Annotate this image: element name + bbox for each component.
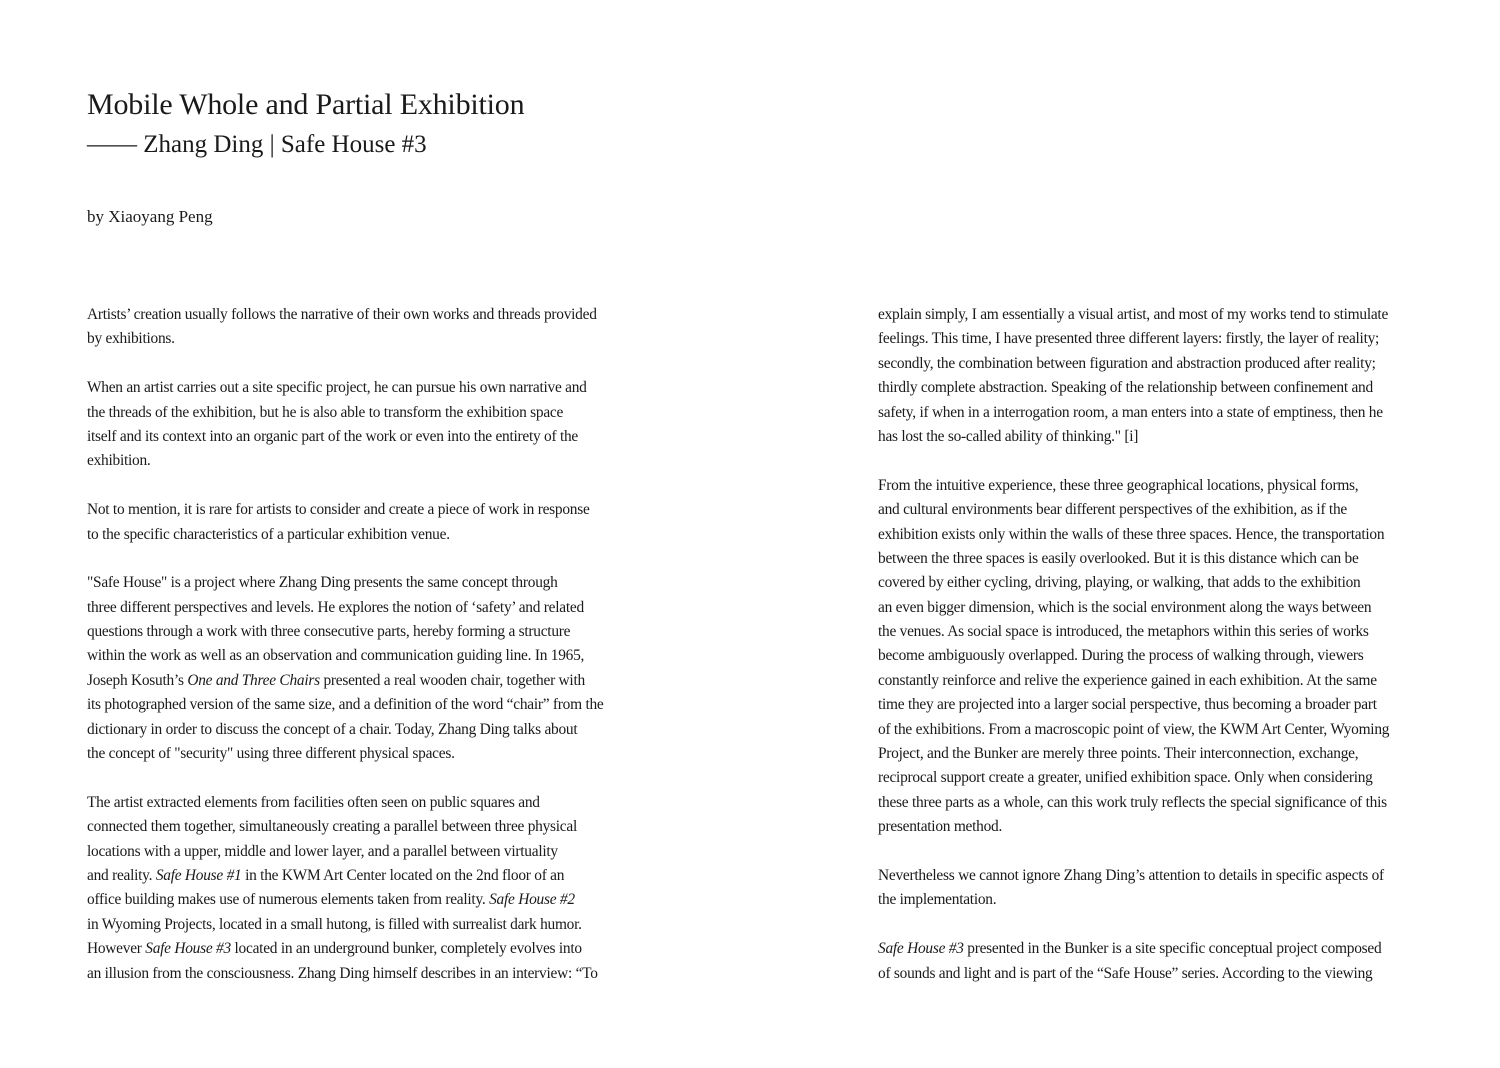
text-line: the venues. As social space is introduced, the metaphors within this series of works (878, 623, 1369, 641)
text-line: Artists’ creation usually follows the narrative of their own works and threads provided (87, 306, 597, 323)
text-segment: However (87, 940, 146, 958)
text-line: an even bigger dimension, which is the social environment along the ways between (878, 598, 1372, 616)
paragraph-interview-quote (878, 303, 1423, 449)
text-line: "Safe House" is a project where Zhang Ding presents the same concept through (87, 574, 558, 592)
text-line: to the specific characteristics of a particular exhibition venue. (87, 525, 450, 543)
text-line (87, 864, 632, 888)
artwork-title: Safe House #3 (878, 940, 964, 958)
paragraph-details (878, 864, 1423, 913)
text-line: Not to mention, it is rare for artists to consider and create a piece of work in response (87, 501, 590, 519)
right-text-column (878, 303, 1423, 986)
text-line: and cultural environments bear different perspectives of the exhibition, as if the (878, 501, 1347, 519)
text-line: feelings. This time, I have presented three different layers: firstly, the layer of reality; (878, 330, 1380, 348)
text-line: When an artist carries out a site specific project, he can pursue his own narrative and (87, 379, 587, 397)
article-title: Mobile Whole and Partial Exhibition (87, 88, 525, 121)
text-line: of the exhibitions. From a macroscopic point of view, the KWM Art Center, Wyoming (878, 720, 1390, 738)
text-segment: located in an underground bunker, completely evolves into (230, 940, 582, 958)
text-line: dictionary in order to discuss the concept of a chair. Today, Zhang Ding talks about (87, 720, 578, 738)
text-line: the concept of "security" using three different physical spaces. (87, 745, 455, 763)
text-line: within the work as well as an observation and communication guiding line. In 1965, (87, 647, 585, 665)
text-line: between the three spaces is easily overlooked. But it is this distance which can be (878, 549, 1359, 567)
paragraph-intro (87, 303, 632, 352)
text-line: the implementation. (878, 891, 997, 909)
text-segment: in the KWM Art Center located on the 2nd floor of an (241, 866, 565, 884)
text-line: three different perspectives and levels. He explores the notion of ‘safety’ and related (87, 598, 584, 616)
text-segment: presented a real wooden chair, together with (319, 671, 585, 689)
text-line (87, 888, 632, 912)
text-line: in Wyoming Projects, located in a small hutong, is filled with surrealist dark humor. (87, 915, 582, 933)
text-line: of sounds and light and is part of the “Safe House” series. According to the viewing (878, 964, 1373, 982)
text-line: questions through a work with three consecutive parts, hereby forming a structure (87, 623, 571, 641)
artwork-title: Safe House #2 (489, 891, 575, 909)
text-line: Nevertheless we cannot ignore Zhang Ding’s attention to details in specific aspects of (878, 866, 1384, 884)
text-line: an illusion from the consciousness. Zhang Ding himself describes in an interview: “To (87, 964, 598, 982)
artwork-title: Safe House #3 (145, 940, 231, 958)
text-line: exhibition. (87, 452, 151, 470)
text-line: explain simply, I am essentially a visual artist, and most of my works tend to stimulate (878, 306, 1389, 323)
article-header (87, 86, 787, 164)
paragraph-site-specific (87, 376, 632, 474)
text-line: become ambiguously overlapped. During the process of walking through, viewers (878, 647, 1364, 665)
text-line: secondly, the combination between figuration and abstraction produced after reality; (878, 354, 1376, 372)
article-byline: by Xiaoyang Peng (87, 207, 213, 226)
artwork-title: One and Three Chairs (187, 671, 320, 689)
paragraph-safe-house-project (87, 571, 632, 766)
paragraph-intuitive-experience (878, 474, 1423, 840)
text-line: exhibition exists only within the walls of these three spaces. Hence, the transportation (878, 525, 1385, 543)
article-subtitle: —— Zhang Ding | Safe House #3 (87, 131, 427, 158)
text-line: thirdly complete abstraction. Speaking of the relationship between confinement and (878, 379, 1373, 397)
text-segment: and reality. (87, 866, 156, 884)
text-line: The artist extracted elements from facilities often seen on public squares and (87, 793, 540, 811)
text-line: the threads of the exhibition, but he is also able to transform the exhibition space (87, 403, 564, 421)
artwork-title: Safe House #1 (155, 866, 242, 884)
text-line: itself and its context into an organic part of the work or even into the entirety of the (87, 427, 579, 445)
text-line: covered by either cycling, driving, playing, or walking, that adds to the exhibition (878, 574, 1361, 592)
text-segment: presented in the Bunker is a site specific conceptual project composed (963, 940, 1382, 958)
text-line: locations with a upper, middle and lower layer, and a parallel between virtuality (87, 842, 558, 860)
text-segment: office building makes use of numerous elements taken from reality. (87, 891, 490, 909)
text-line: From the intuitive experience, these three geographical locations, physical forms, (878, 476, 1359, 494)
text-segment: Joseph Kosuth’s (87, 671, 188, 689)
text-line: safety, if when in a interrogation room, a man enters into a state of emptiness, then he (878, 403, 1383, 421)
text-line: time they are projected into a larger social perspective, thus becoming a broader part (878, 696, 1377, 714)
text-line: connected them together, simultaneously creating a parallel between three physical (87, 818, 577, 836)
text-line (87, 669, 632, 693)
text-line (87, 937, 632, 961)
text-line: these three parts as a whole, can this work truly reflects the special significance of this (878, 793, 1387, 811)
text-line: by exhibitions. (87, 330, 175, 348)
text-line: has lost the so-called ability of thinking." [i] (878, 427, 1139, 445)
left-text-column (87, 303, 632, 986)
text-line: Project, and the Bunker are merely three points. Their interconnection, exchange, (878, 745, 1359, 763)
paragraph-artist-elements (87, 791, 632, 986)
text-line: presentation method. (878, 818, 1003, 836)
text-line: constantly reinforce and relive the experience gained in each exhibition. At the same (878, 671, 1377, 689)
paragraph-venue (87, 498, 632, 547)
text-line (878, 937, 1423, 961)
text-line: its photographed version of the same size, and a definition of the word “chair” from the (87, 696, 604, 714)
text-line: reciprocal support create a greater, unified exhibition space. Only when considering (878, 769, 1373, 787)
paragraph-safe-house-3 (878, 937, 1423, 986)
